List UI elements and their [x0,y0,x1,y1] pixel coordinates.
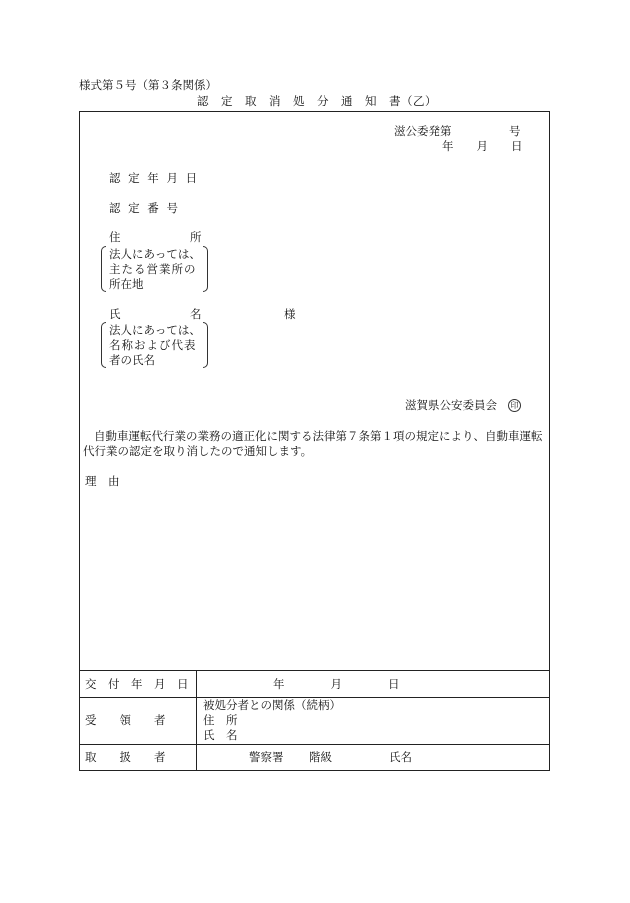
body-text-line2: 代行業の認定を取り消したので通知します。 [83,444,313,458]
name-note-line: 名称および代表 [109,338,197,352]
name-note-line: 者の氏名 [109,353,155,367]
recipient-relation: 被処分者との関係（続柄） [203,698,341,712]
name-label-a: 氏 [109,307,121,321]
cert-date-label: 認 定 年 月 日 [109,171,200,185]
issue-date-label: 交 付 年 月 日 [85,677,189,691]
name-note-line: 法人にあっては、 [109,323,201,337]
address-note-line: 主たる営業所の [109,262,197,276]
issuer-name: 滋賀県公安委員会 [405,398,497,412]
address-label-b: 所 [190,230,202,244]
handler-station: 警察署 [249,750,284,764]
document-title: 認 定 取 消 処 分 通 知 書（乙） [197,94,437,108]
recipient-name: 氏 名 [203,728,238,742]
handler-rank: 階級 [309,750,332,764]
recipient-address: 住 所 [203,713,238,727]
name-bracket-right [203,322,208,368]
seal-mark: 印 [508,399,521,412]
honorific: 様 [284,307,296,321]
address-note-line: 所在地 [109,277,144,291]
issue-date-value: 年 月 日 [273,677,400,691]
address-note-line: 法人にあっては、 [109,247,201,261]
name-bracket-left [101,322,106,368]
table-divider [79,744,550,745]
table-column-divider [196,670,197,771]
reason-label: 理 由 [85,474,120,488]
recipient-label: 受 領 者 [85,713,166,727]
address-bracket-right [203,246,208,292]
table-divider [79,670,550,671]
address-label-a: 住 [109,230,121,244]
form-number: 様式第５号（第３条関係） [79,78,217,92]
reference-number: 滋公委発第 号 [394,124,521,138]
address-bracket-left [101,246,106,292]
body-text-line1: 自動車運転代行業の業務の適正化に関する法律第７条第１項の規定により、自動車運転 [94,429,543,443]
handler-name: 氏名 [389,750,412,764]
handler-label: 取 扱 者 [85,750,166,764]
name-label-b: 名 [190,307,202,321]
cert-number-label: 認 定 番 号 [109,201,180,215]
reference-date: 年 月 日 [442,139,523,153]
